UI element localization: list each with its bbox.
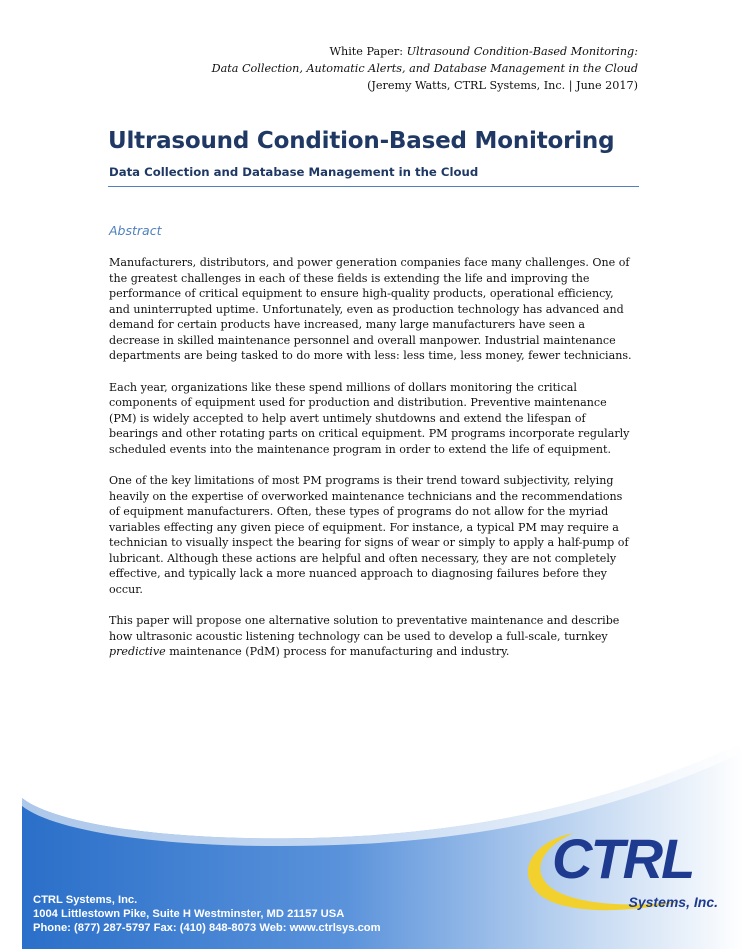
ctrl-logo (512, 823, 722, 923)
header-note (78, 43, 638, 94)
text-line: bearings and other rotating parts on critical equipment. PM programs incorporate regularly (109, 427, 630, 440)
text-line: and uninterrupted uptime. Unfortunately, even as production technology has advanced and (109, 302, 624, 316)
text-line: of equipment manufacturers. Often, these types of programs do not allow for the myriad (109, 505, 609, 518)
company-name: CTRL Systems, Inc. (33, 894, 138, 906)
text-line: occur. (109, 582, 143, 596)
text-line: technician to visually inspect the bearing for signs of wear or simply to apply a half-pump of (109, 536, 629, 549)
page-title: Ultrasound Condition-Based Monitoring (108, 128, 615, 154)
text-line: the greatest challenges in each of these fields is extending the life and improving the (109, 271, 590, 285)
logo-wordmark: CTRL (552, 827, 694, 890)
text-line: demand for certain products have increased, many large manufacturers have seen a (109, 318, 586, 331)
text-line: decrease in skilled maintenance personnel and overall manpower. Industrial maintenance (109, 333, 616, 347)
text-line: scheduled events into the maintenance program in order to extend the life of equipment. (109, 442, 612, 456)
paragraph-4 (109, 613, 649, 660)
abstract-body (109, 255, 649, 676)
footer-banner (0, 740, 744, 949)
abstract-heading: Abstract (109, 223, 162, 238)
header-line-2: Data Collection, Automatic Alerts, and Database Management in the Cloud (211, 62, 638, 75)
header-line-1: White Paper: Ultrasound Condition-Based Monitoring: (329, 45, 638, 58)
text-line: variables effecting any given piece of equipment. For instance, a typical PM may require a (109, 520, 619, 534)
paragraph-1 (109, 255, 649, 364)
text-line: effective, and typically lack a more nuanced approach to diagnosing failures before they (109, 567, 607, 580)
text-line: (PM) is widely accepted to help avert untimely shutdowns and extend the lifespan of (109, 411, 586, 425)
text-line: lubricant. Although these actions are helpful and often necessary, they are not completely (109, 551, 617, 565)
company-contact: Phone: (877) 287-5797 Fax: (410) 848-8073 Web: www.ctrlsys.com (33, 922, 381, 934)
paragraph-2 (109, 380, 649, 458)
text-line: Each year, organizations like these spend millions of dollars monitoring the critical (109, 380, 577, 394)
company-contact-info (33, 893, 381, 935)
text-line: departments are being tasked to do more with less: less time, less money, fewer technicians. (109, 349, 632, 362)
italic-term: predictive (109, 645, 166, 658)
company-address: 1004 Littlestown Pike, Suite H Westminster, MD 21157 USA (33, 908, 345, 920)
text-line: heavily on the expertise of overworked maintenance technicians and the recommendations (109, 489, 623, 503)
text-line: performance of critical equipment to ensure high-quality products, operational efficiency, (109, 287, 614, 300)
paragraph-3 (109, 473, 649, 597)
text-line: This paper will propose one alternative solution to preventative maintenance and describe (109, 614, 620, 627)
text-line: components of equipment used for production and distribution. Preventive maintenance (109, 396, 607, 409)
text-line: One of the key limitations of most PM programs is their trend toward subjectivity, relying (109, 474, 614, 487)
title-divider (108, 186, 639, 187)
logo-subtext: Systems, Inc. (628, 894, 718, 910)
text-line: how ultrasonic acoustic listening technology can be used to develop a full-scale, turnkey (109, 629, 608, 643)
header-line-3: (Jeremy Watts, CTRL Systems, Inc. | June 2017) (367, 79, 638, 92)
page-subtitle: Data Collection and Database Management in the Cloud (109, 165, 479, 179)
text-line: Manufacturers, distributors, and power generation companies face many challenges. One of (109, 256, 630, 269)
text-line: predictive maintenance (PdM) process for manufacturing and industry. (109, 645, 510, 658)
